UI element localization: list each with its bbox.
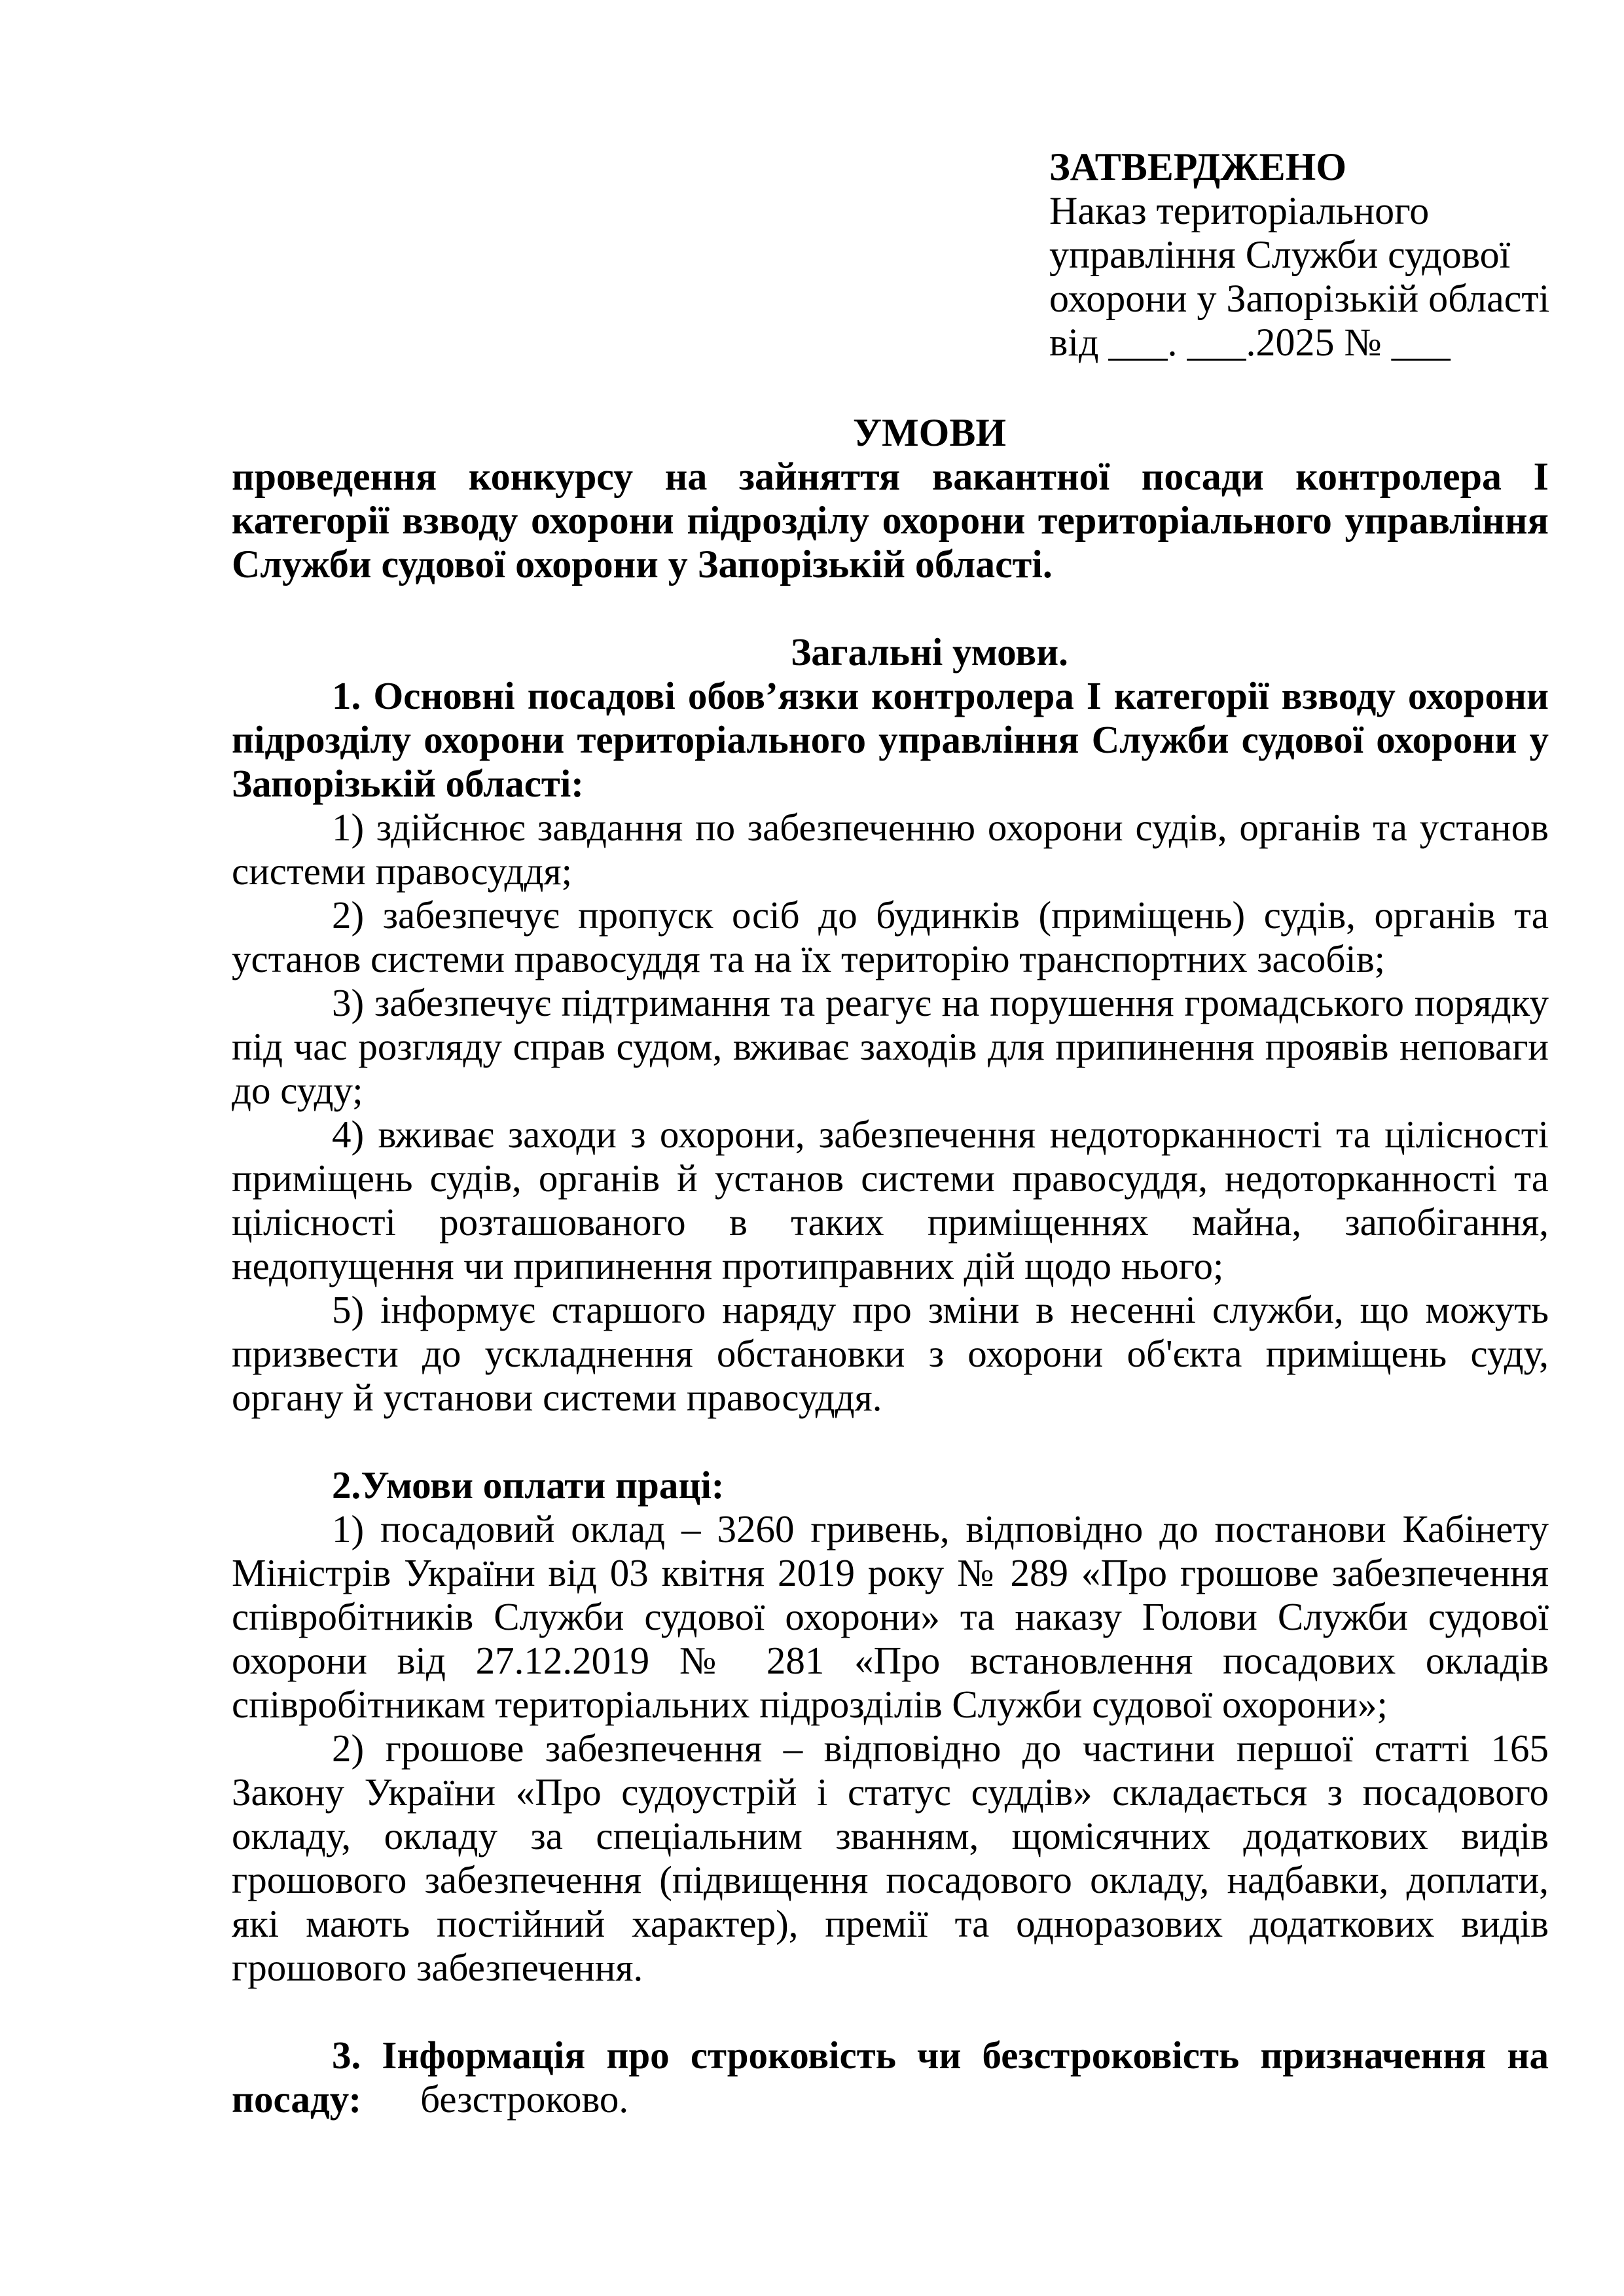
approval-stamp-block	[1049, 145, 1550, 365]
document-body	[232, 411, 1549, 2121]
spacer	[232, 1990, 1549, 2034]
term-value: безстроково.	[420, 2077, 629, 2121]
payment-item: 1) посадовий оклад – 3260 гривень, відповідно до постанови Кабінету Міністрів України від 03 квітня 2019 року № 289 «Про грошове забезпечення співробітників Служби судової охорони» та наказу Голови Служби судової охорони від 27.12.2019 № 281 «Про встановлення посадових окладів співробітникам територіальних підрозділів Служби судової охорони»;	[232, 1507, 1549, 1726]
duty-item: 4) вживає заходи з охорони, забезпечення недоторканності та цілісності приміщень судів, органів й установ системи правосуддя, недоторканності та цілісності розташованого в таких приміщеннях майна, запобігання, недопущення чи припинення протиправних дій щодо нього;	[232, 1113, 1549, 1287]
approval-date-line: від ___. ___.2025 № ___	[1049, 321, 1451, 364]
term-heading: 3. Інформація про строковість чи безстроковість призначення на посаду:	[232, 2034, 1549, 2121]
document-title: УМОВИ	[852, 411, 1007, 454]
document-subtitle: проведення конкурсу на зайняття вакантної посади контролера І категорії взводу охорони підрозділу охорони територіального управління Служби судової охорони у Запорізькій області.	[232, 455, 1549, 586]
general-conditions-heading: Загальні умови.	[791, 630, 1068, 673]
approval-line: управління Служби судової	[1049, 233, 1511, 276]
duty-item: 3) забезпечує підтримання та реагує на порушення громадського порядку під час розгляду справ судом, вживає заходів для припинення проявів неповаги до суду;	[232, 981, 1549, 1112]
duty-item: 2) забезпечує пропуск осіб до будинків (приміщень) судів, органів та установ системи правосуддя та на їх територію транспортних засобів;	[232, 893, 1549, 980]
duty-item: 1) здійснює завдання по забезпеченню охорони судів, органів та установ системи правосуддя;	[232, 806, 1549, 893]
term-paragraph	[232, 2034, 1549, 2121]
payment-item: 2) грошове забезпечення – відповідно до частини першої статті 165 Закону України «Про судоустрій і статус суддів» складається з посадового окладу, окладу за спеціальним званням, щомісячних додаткових видів грошового забезпечення (підвищення посадового окладу, надбавки, доплати, які мають постійний характер), премії та одноразових додаткових видів грошового забезпечення.	[232, 1727, 1549, 1989]
spacer	[232, 1420, 1549, 1463]
duties-heading: 1. Основні посадові обов’язки контролера І категорії взводу охорони підрозділу охорони територіального управління Служби судової охорони у Запорізькій області:	[232, 674, 1549, 805]
approval-title: ЗАТВЕРДЖЕНО	[1049, 145, 1346, 188]
approval-line: Наказ територіального	[1049, 189, 1430, 232]
approval-line: охорони у Запорізькій області	[1049, 277, 1550, 320]
spacer	[232, 586, 1549, 630]
duty-item: 5) інформує старшого наряду про зміни в несенні служби, що можуть призвести до ускладнення обстановки з охорони об'єкта приміщень суду, органу й установи системи правосуддя.	[232, 1288, 1549, 1419]
payment-heading: 2.Умови оплати праці:	[332, 1463, 725, 1507]
